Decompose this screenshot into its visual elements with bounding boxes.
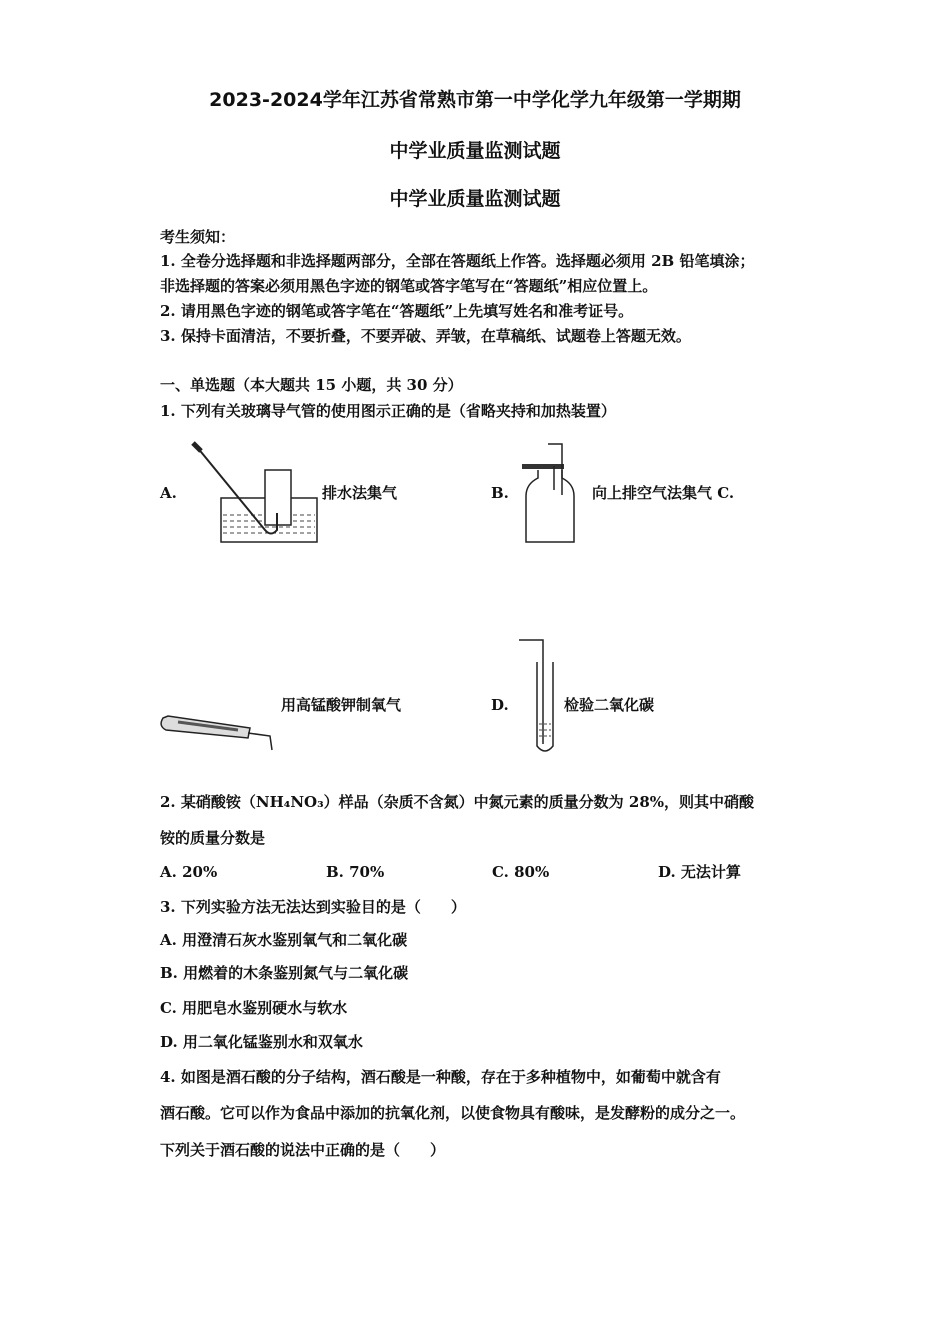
title-line-2: 中学业质量监测试题 <box>389 140 561 162</box>
title-line-1: 2023-2024学年江苏省常熟市第一中学化学九年级第一学期期 <box>209 89 741 111</box>
q3-option-a[interactable]: A. 用澄清石灰水鉴别氧气和二氧化碳 <box>160 931 408 949</box>
q3-stem: 3. 下列实验方法无法达到实验目的是（ ） <box>160 898 466 916</box>
notice-line: 3. 保持卡面清洁，不要折叠，不要弄破、弄皱，在草稿纸、试题卷上答题无效。 <box>160 327 691 345</box>
q4-line: 下列关于酒石酸的说法中正确的是（ ） <box>160 1141 446 1159</box>
notice-line: 非选择题的答案必须用黑色字迹的钢笔或答字笔写在“答题纸”相应位置上。 <box>160 277 658 295</box>
q3-option-d[interactable]: D. 用二氧化锰鉴别水和双氧水 <box>160 1033 363 1051</box>
notice-heading: 考生须知： <box>160 228 236 246</box>
section-heading: 一、单选题（本大题共 15 小题，共 30 分） <box>160 376 463 394</box>
q2-option-d[interactable]: D. 无法计算 <box>658 863 741 881</box>
q1-a-text: 排水法集气 <box>322 484 398 502</box>
q1-c-text: 用高锰酸钾制氧气 <box>281 696 402 714</box>
q3-option-b[interactable]: B. 用燃着的木条鉴别氮气与二氧化碳 <box>160 964 409 982</box>
q2-stem-cont: 铵的质量分数是 <box>160 829 266 847</box>
limewater-test-diagram <box>515 636 560 758</box>
notice-line: 2. 请用黑色字迹的钢笔或答字笔在“答题纸”上先填写姓名和准考证号。 <box>160 302 634 320</box>
q4-line: 4. 如图是酒石酸的分子结构，酒石酸是一种酸，存在于多种植物中，如葡萄中就含有 <box>160 1068 721 1086</box>
q1-a-label: A. <box>160 484 177 502</box>
q4-line: 酒石酸。它可以作为食品中添加的抗氧化剂，以使食物具有酸味，是发酵粉的成分之一。 <box>160 1104 746 1122</box>
q1-stem: 1. 下列有关玻璃导气管的使用图示正确的是（省略夹持和加热装置） <box>160 402 616 420</box>
water-collection-diagram <box>185 435 320 545</box>
test-tube-heating-diagram <box>158 700 278 755</box>
q2-option-b[interactable]: B. 70% <box>326 863 385 881</box>
q1-b-text: 向上排空气法集气 C. <box>592 484 735 502</box>
q3-option-c[interactable]: C. 用肥皂水鉴别硬水与软水 <box>160 999 348 1017</box>
q2-stem: 2. 某硝酸铵（NH₄NO₃）样品（杂质不含氮）中氮元素的质量分数为 28%，则其中硝酸 <box>160 793 755 811</box>
q1-d-text: 检验二氧化碳 <box>564 696 655 714</box>
q2-option-c[interactable]: C. 80% <box>492 863 550 881</box>
title-line-3: 中学业质量监测试题 <box>389 188 561 210</box>
notice-line: 1. 全卷分选择题和非选择题两部分，全部在答题纸上作答。选择题必须用 2B 铅笔填涂； <box>160 252 755 270</box>
gas-bottle-diagram <box>518 440 580 546</box>
q1-b-label: B. <box>491 484 509 502</box>
q2-option-a[interactable]: A. 20% <box>160 863 218 881</box>
q1-d-label: D. <box>491 696 509 714</box>
